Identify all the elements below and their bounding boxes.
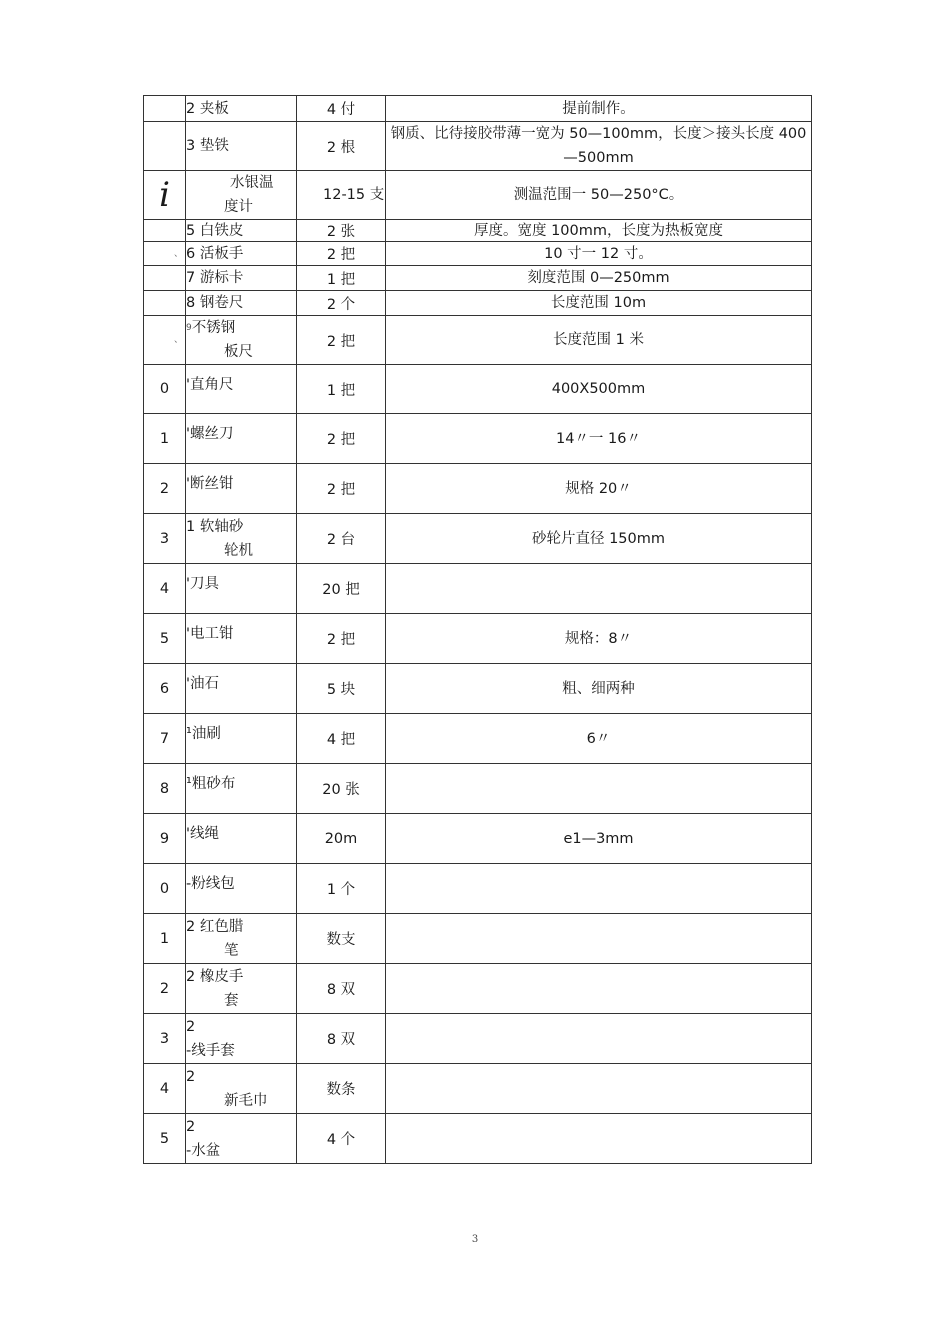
tool-quantity: 2 台 — [297, 514, 386, 564]
table-row — [144, 564, 812, 614]
table-row — [144, 514, 812, 564]
tool-note: 提前制作。 — [386, 96, 812, 122]
tool-note — [386, 1064, 812, 1114]
tool-note: 长度范围 1 米 — [386, 316, 812, 365]
tool-name: '线绳 — [186, 814, 297, 864]
tool-note: 粗、细两种 — [386, 664, 812, 714]
row-number: 5 — [144, 1114, 186, 1164]
tool-note: 14〃一 16〃 — [386, 414, 812, 464]
tool-note — [386, 1114, 812, 1164]
row-number: 8 — [144, 764, 186, 814]
table-row — [144, 266, 812, 291]
table-row — [144, 414, 812, 464]
tool-quantity: 4 个 — [297, 1114, 386, 1164]
row-number — [144, 122, 186, 171]
tool-quantity: 2 把 — [297, 414, 386, 464]
table-row — [144, 914, 812, 964]
tool-note: 规格 20〃 — [386, 464, 812, 514]
tool-name: '直角尺 — [186, 365, 297, 414]
row-number: 7 — [144, 714, 186, 764]
row-number: 9 — [144, 814, 186, 864]
table-row — [144, 365, 812, 414]
tool-note — [386, 564, 812, 614]
row-mark: 、 — [173, 335, 183, 345]
table-row — [144, 614, 812, 664]
table-row — [144, 464, 812, 514]
tool-name: '螺丝刀 — [186, 414, 297, 464]
table-row — [144, 242, 812, 266]
tool-quantity: 1 把 — [297, 266, 386, 291]
tool-name: 7 游标卡 — [186, 266, 297, 291]
row-number: 4 — [144, 1064, 186, 1114]
row-number: 0 — [144, 365, 186, 414]
page-number: 3 — [471, 1234, 479, 1245]
row-number: 4 — [144, 564, 186, 614]
tool-quantity: 12-15 支 — [297, 171, 386, 220]
row-number — [144, 266, 186, 291]
tool-name: 2 -线手套 — [186, 1014, 297, 1064]
row-number — [144, 242, 186, 266]
table-row — [144, 664, 812, 714]
row-number — [144, 316, 186, 365]
row-number — [144, 171, 186, 220]
tool-name: 8 钢卷尺 — [186, 291, 297, 316]
tool-note: 厚度。宽度 100mm，长度为热板宽度 — [386, 220, 812, 242]
tool-quantity: 2 个 — [297, 291, 386, 316]
table-row — [144, 964, 812, 1014]
tool-quantity: 8 双 — [297, 1014, 386, 1064]
table-row — [144, 171, 812, 220]
tool-note — [386, 964, 812, 1014]
tool-name: $^9$不锈钢 板尺 — [186, 316, 297, 365]
tool-name: 水银温 度计 — [186, 171, 297, 220]
row-number: 0 — [144, 864, 186, 914]
row-mark: 9 — [186, 323, 192, 333]
row-number — [144, 96, 186, 122]
tool-quantity: 4 把 — [297, 714, 386, 764]
table-row — [144, 764, 812, 814]
row-number — [144, 291, 186, 316]
tool-quantity: 2 把 — [297, 242, 386, 266]
row-number: 3 — [144, 1014, 186, 1064]
tool-note: 10 寸一 12 寸。 — [386, 242, 812, 266]
tool-note: 规格：8〃 — [386, 614, 812, 664]
row-mark: 、 — [173, 248, 183, 259]
tool-name: '刀具 — [186, 564, 297, 614]
table-row — [144, 220, 812, 242]
tool-quantity: 8 双 — [297, 964, 386, 1014]
row-number: 2 — [144, 964, 186, 1014]
tool-name: 6 活板手 — [186, 242, 297, 266]
tool-note: 砂轮片直径 150mm — [386, 514, 812, 564]
table-row — [144, 316, 812, 365]
table-row — [144, 96, 812, 122]
tool-name: 2 新毛巾 — [186, 1064, 297, 1114]
tool-name: ¹油刷 — [186, 714, 297, 764]
tool-note: 钢质、比待接胶带薄一宽为 50—100mm，长度＞接头长度 400—500mm — [386, 122, 812, 171]
tool-note: 6〃 — [386, 714, 812, 764]
tool-name: 2 红色腊 笔 — [186, 914, 297, 964]
tools-table — [143, 95, 812, 1164]
tool-quantity: 20m — [297, 814, 386, 864]
tool-name: '断丝钳 — [186, 464, 297, 514]
tool-quantity: 20 把 — [297, 564, 386, 614]
tool-quantity: 数支 — [297, 914, 386, 964]
row-number: 1 — [144, 914, 186, 964]
table-row — [144, 1064, 812, 1114]
row-number: 5 — [144, 614, 186, 664]
table-row — [144, 814, 812, 864]
table-row — [144, 714, 812, 764]
tool-name: ¹粗砂布 — [186, 764, 297, 814]
tool-quantity: 2 根 — [297, 122, 386, 171]
tool-note: e1—3mm — [386, 814, 812, 864]
tool-note — [386, 914, 812, 964]
row-number: 6 — [144, 664, 186, 714]
tool-name: 5 白铁皮 — [186, 220, 297, 242]
tool-note — [386, 864, 812, 914]
row-number: 2 — [144, 464, 186, 514]
tool-note: 400X500mm — [386, 365, 812, 414]
tool-quantity: 5 块 — [297, 664, 386, 714]
table-row — [144, 291, 812, 316]
tool-quantity: 2 把 — [297, 316, 386, 365]
table-row — [144, 864, 812, 914]
row-number — [144, 220, 186, 242]
tool-note: 测温范围一 50—250°C。 — [386, 171, 812, 220]
tool-name: 2 橡皮手 套 — [186, 964, 297, 1014]
tool-quantity: 1 个 — [297, 864, 386, 914]
tool-name: 1 软轴砂 轮机 — [186, 514, 297, 564]
tool-name: -粉线包 — [186, 864, 297, 914]
tool-quantity: 2 把 — [297, 464, 386, 514]
tool-note — [386, 764, 812, 814]
tool-name: '电工钳 — [186, 614, 297, 664]
tool-quantity: 2 把 — [297, 614, 386, 664]
table-row — [144, 122, 812, 171]
tool-quantity: 20 张 — [297, 764, 386, 814]
tool-quantity: 4 付 — [297, 96, 386, 122]
tool-name: 2 -水盆 — [186, 1114, 297, 1164]
tool-name: 2 夹板 — [186, 96, 297, 122]
tool-quantity: 2 张 — [297, 220, 386, 242]
tool-name: '油石 — [186, 664, 297, 714]
tool-note: 长度范围 10m — [386, 291, 812, 316]
tool-note — [386, 1014, 812, 1064]
tool-name: 3 垫铁 — [186, 122, 297, 171]
tool-note: 刻度范围 0—250mm — [386, 266, 812, 291]
row-number: 3 — [144, 514, 186, 564]
tool-quantity: 数条 — [297, 1064, 386, 1114]
row-number-glyph: i — [159, 175, 170, 215]
table-row — [144, 1014, 812, 1064]
tool-quantity: 1 把 — [297, 365, 386, 414]
table-row — [144, 1114, 812, 1164]
row-number: 1 — [144, 414, 186, 464]
